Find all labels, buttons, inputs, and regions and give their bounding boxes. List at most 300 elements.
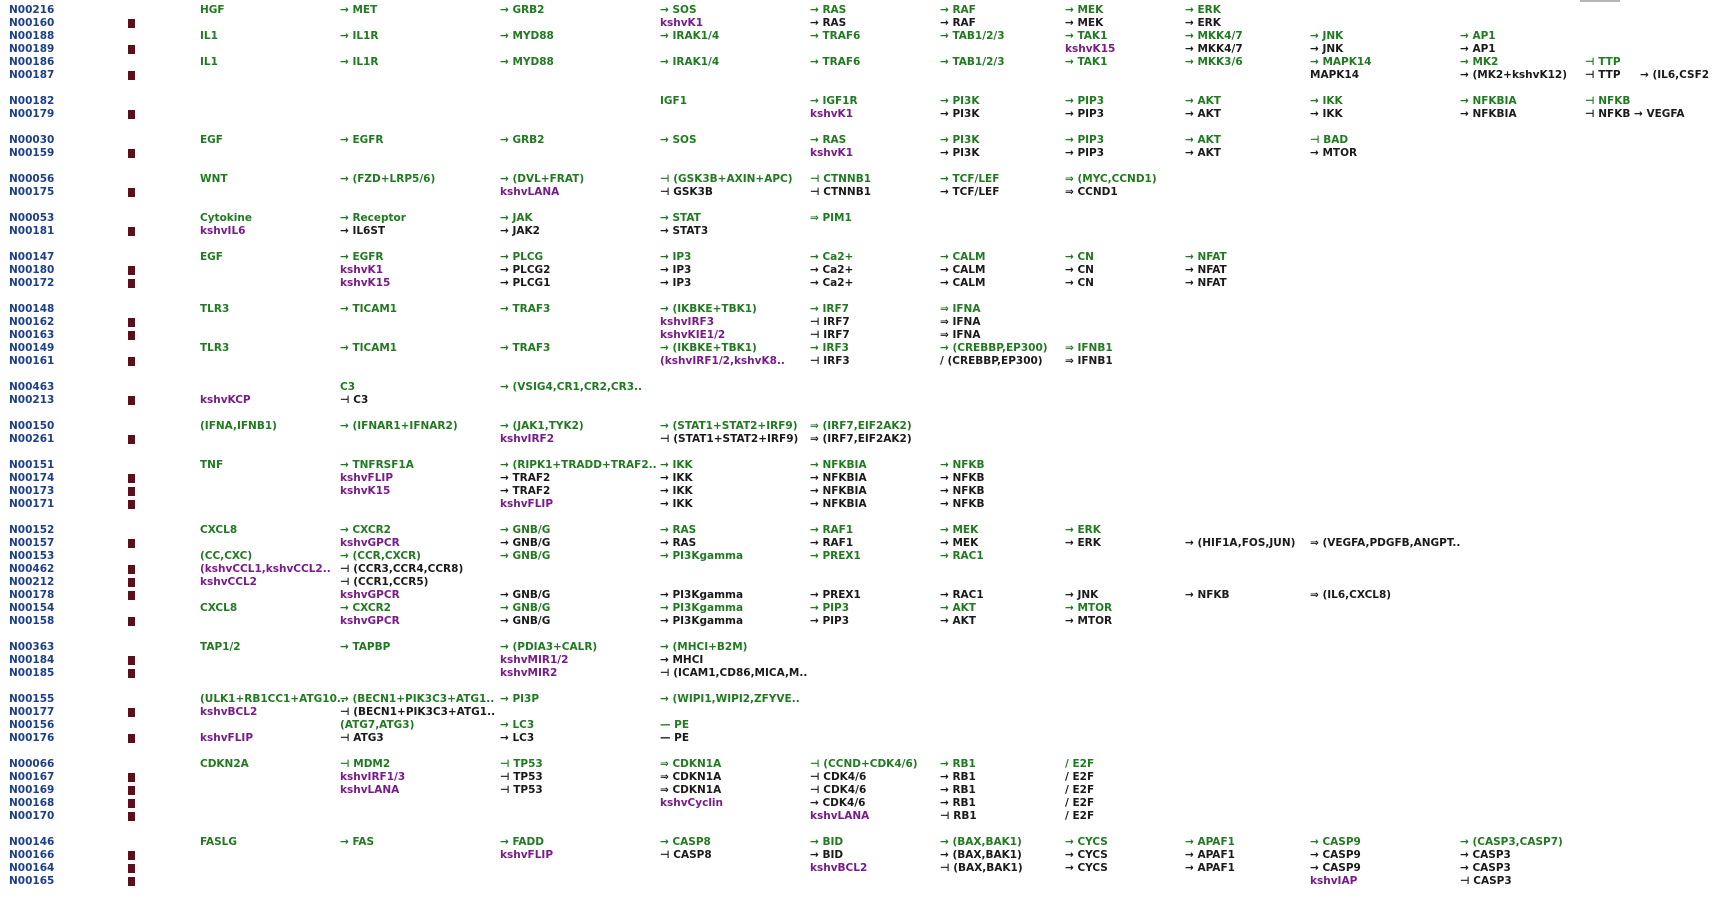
pathway-node: → RAF1 [810, 537, 854, 549]
pathway-node: → PI3K [940, 134, 980, 146]
pathway-node: → IP3 [660, 251, 692, 263]
network-row [0, 797, 1720, 810]
pathway-node: → ERK [1065, 524, 1101, 536]
network-row [0, 862, 1720, 875]
network-id-link[interactable]: N00363 [9, 641, 55, 653]
pathway-node: → (RIPK1+TRADD+TRAF2.. [500, 459, 657, 471]
pathway-node: IL1 [200, 30, 218, 42]
network-id-link[interactable]: N00150 [9, 420, 55, 432]
network-id-link[interactable]: N00181 [9, 225, 55, 237]
network-row [0, 316, 1720, 329]
pathway-node: → MKK4/7 [1185, 30, 1243, 42]
pathway-node: ⊣ CTNNB1 [810, 173, 872, 185]
viral-gene-node: kshvGPCR [340, 589, 400, 601]
pathway-node: → NFKBIA [810, 498, 867, 510]
pathway-node: → (PDIA3+CALR) [500, 641, 598, 653]
pathway-node: → PIP3 [1065, 147, 1105, 159]
network-id-link[interactable]: N00147 [9, 251, 55, 263]
pathway-node: ⇒ (MYC,CCND1) [1065, 173, 1157, 185]
pathway-node: → NFKB [940, 472, 985, 484]
viral-gene-node: kshvK1 [810, 147, 853, 159]
variant-marker [128, 279, 135, 288]
pathway-node: ⊣ IRF3 [810, 355, 850, 367]
variant-marker [128, 539, 135, 548]
pathway-node: → TICAM1 [340, 342, 398, 354]
pathway-node: / E2F [1065, 784, 1095, 796]
network-id-link[interactable]: N00167 [9, 771, 55, 783]
pathway-node: TAP1/2 [200, 641, 241, 653]
pathway-node: → MEK [1065, 4, 1104, 16]
variant-marker [128, 591, 135, 600]
network-id-link[interactable]: N00169 [9, 784, 55, 796]
pathway-node: → CALM [940, 264, 986, 276]
pathway-node: → Receptor [340, 212, 406, 224]
pathway-node: ⊣ (CCR3,CCR4,CCR8) [340, 563, 464, 575]
network-id-link[interactable]: N00182 [9, 95, 55, 107]
pathway-node: → NFKBIA [810, 459, 867, 471]
pathway-node: → PI3K [940, 108, 980, 120]
network-row [0, 563, 1720, 576]
viral-gene-node: kshvIAP [1310, 875, 1358, 887]
viral-gene-node: kshvIRF3 [660, 316, 715, 328]
pathway-node: ⊣ TP53 [500, 771, 543, 783]
pathway-node: → IRAK1/4 [660, 30, 720, 42]
variant-marker [128, 435, 135, 444]
network-id-link[interactable]: N00148 [9, 303, 55, 315]
network-row [0, 95, 1720, 108]
pathway-node: → PI3Kgamma [660, 615, 744, 627]
pathway-node: ⊣ RB1 [940, 810, 977, 822]
network-row [0, 134, 1720, 147]
variant-marker [128, 786, 135, 795]
network-id-link[interactable]: N00212 [9, 576, 55, 588]
network-id-link[interactable]: N00166 [9, 849, 55, 861]
viral-gene-node: kshvMIR1/2 [500, 654, 569, 666]
pathway-node: → (HIF1A,FOS,JUN) [1185, 537, 1296, 549]
pathway-node: → CASP3 [1460, 849, 1511, 861]
network-row [0, 836, 1720, 849]
pathway-node: → Ca2+ [810, 264, 854, 276]
pathway-node: → CXCR2 [340, 524, 391, 536]
network-row [0, 576, 1720, 589]
viral-gene-node: kshvCCL2 [200, 576, 257, 588]
viral-gene-node: kshvFLIP [200, 732, 254, 744]
variant-marker [128, 864, 135, 873]
network-id-link[interactable]: N00178 [9, 589, 55, 601]
pathway-node: → APAF1 [1185, 849, 1235, 861]
network-row [0, 173, 1720, 186]
network-id-link[interactable]: N00463 [9, 381, 55, 393]
viral-gene-node: kshvKCP [200, 394, 251, 406]
network-id-link[interactable]: N00175 [9, 186, 55, 198]
pathway-node: C3 [340, 381, 356, 393]
pathway-node: ⊣ TTP [1585, 69, 1621, 81]
pathway-node: → (STAT1+STAT2+IRF9) [660, 420, 798, 432]
pathway-node: → TAB1/2/3 [940, 30, 1005, 42]
pathway-node: ⊣ BAD [1310, 134, 1349, 146]
pathway-node: ⊣ (ICAM1,CD86,MICA,M.. [660, 667, 808, 679]
variant-marker [128, 331, 135, 340]
pathway-node: → MEK [940, 524, 979, 536]
network-id-link[interactable]: N00053 [9, 212, 55, 224]
pathway-node: → IGF1R [810, 95, 858, 107]
network-id-link[interactable]: N00146 [9, 836, 55, 848]
pathway-node: EGF [200, 134, 223, 146]
pathway-node: → MYD88 [500, 30, 554, 42]
pathway-node: → IKK [1310, 95, 1343, 107]
network-id-link[interactable]: N00180 [9, 264, 55, 276]
pathway-node: → NFAT [1185, 277, 1227, 289]
pathway-node: ⊣ C3 [340, 394, 369, 406]
pathway-node: → MKK3/6 [1185, 56, 1243, 68]
pathway-node: ⊣ CDK4/6 [810, 784, 867, 796]
network-id-link[interactable]: N00157 [9, 537, 55, 549]
network-row [0, 810, 1720, 823]
pathway-node: → AKT [1185, 147, 1221, 159]
network-id-link[interactable]: N00066 [9, 758, 55, 770]
pathway-node: ⊣ TP53 [500, 784, 543, 796]
pathway-node: → PIP3 [1065, 95, 1105, 107]
pathway-node: → ERK [1185, 4, 1221, 16]
pathway-node: → TAPBP [340, 641, 391, 653]
pathway-node: WNT [200, 173, 228, 185]
variant-marker [128, 110, 135, 119]
variant-marker [128, 656, 135, 665]
network-row [0, 17, 1720, 30]
pathway-node: → NFKB [1185, 589, 1230, 601]
pathway-node: HGF [200, 4, 225, 16]
pathway-node: → (IL6,CSF2 [1640, 69, 1710, 81]
pathway-node: / (CREBBP,EP300) [940, 355, 1043, 367]
pathway-node: → (BAX,BAK1) [940, 836, 1022, 848]
variant-marker [128, 617, 135, 626]
pathway-node: MAPK14 [1310, 69, 1360, 81]
variant-marker [128, 734, 135, 743]
pathway-node: → IL1R [340, 56, 379, 68]
pathway-node: → MHCI [660, 654, 704, 666]
pathway-node: → AP1 [1460, 43, 1496, 55]
variant-marker [128, 357, 135, 366]
network-row [0, 108, 1720, 121]
pathway-node: → PIP3 [1065, 134, 1105, 146]
pathway-node: ⊣ MDM2 [340, 758, 391, 770]
pathway-node: → CASP9 [1310, 862, 1361, 874]
network-id-link[interactable]: N00177 [9, 706, 55, 718]
pathway-node: → BID [810, 836, 844, 848]
pathway-node: → CALM [940, 277, 986, 289]
pathway-node: → JNK [1310, 30, 1344, 42]
network-id-link[interactable]: N00189 [9, 43, 55, 55]
pathway-node: → IP3 [660, 264, 692, 276]
pathway-node: → ERK [1065, 537, 1101, 549]
pathway-node: ⊣ (CCR1,CCR5) [340, 576, 429, 588]
pathway-node: ⊣ (BECN1+PIK3C3+ATG1.. [340, 706, 496, 718]
pathway-node: ⊣ CTNNB1 [810, 186, 872, 198]
viral-gene-node: kshvK1 [810, 108, 853, 120]
network-id-link[interactable]: N00164 [9, 862, 55, 874]
pathway-node: ⊣ CASP3 [1460, 875, 1512, 887]
network-id-link[interactable]: N00188 [9, 30, 55, 42]
pathway-node: → GNB/G [500, 524, 551, 536]
pathway-node: → RAS [810, 134, 847, 146]
pathway-node: → AKT [1185, 95, 1221, 107]
network-row [0, 277, 1720, 290]
pathway-node: → RB1 [940, 758, 976, 770]
network-id-link[interactable]: N00154 [9, 602, 55, 614]
viral-gene-node: kshvGPCR [340, 537, 400, 549]
variant-marker [128, 877, 135, 886]
network-id-link[interactable]: N00153 [9, 550, 55, 562]
pathway-node: → CN [1065, 264, 1094, 276]
network-row [0, 394, 1720, 407]
variant-marker [128, 188, 135, 197]
pathway-node: → CASP9 [1310, 836, 1361, 848]
viral-gene-node: (kshvCCL1,kshvCCL2.. [200, 563, 331, 575]
pathway-node: → TRAF3 [500, 342, 551, 354]
pathway-node: TLR3 [200, 342, 230, 354]
network-id-link[interactable]: N00156 [9, 719, 55, 731]
network-row [0, 524, 1720, 537]
network-row [0, 784, 1720, 797]
viral-gene-node: kshvLANA [810, 810, 870, 822]
network-row [0, 641, 1720, 654]
pathway-node: → (MK2+kshvK12) [1460, 69, 1568, 81]
pathway-node: → (FZD+LRP5/6) [340, 173, 436, 185]
pathway-node: → RB1 [940, 784, 976, 796]
viral-gene-node: kshvLANA [340, 784, 400, 796]
network-id-link[interactable]: N00162 [9, 316, 55, 328]
pathway-node: → (DVL+FRAT) [500, 173, 585, 185]
pathway-node: ⇒ CDKN1A [660, 784, 722, 796]
pathway-node: → MKK4/7 [1185, 43, 1243, 55]
pathway-node: / E2F [1065, 797, 1095, 809]
pathway-node: → RB1 [940, 797, 976, 809]
pathway-node: → JAK [500, 212, 533, 224]
pathway-node: → IKK [660, 472, 693, 484]
pathway-node: → (CREBBP,EP300) [940, 342, 1048, 354]
pathway-node: → CYCS [1065, 862, 1108, 874]
network-row [0, 771, 1720, 784]
pathway-node: → IRF7 [810, 303, 849, 315]
pathway-node: CDKN2A [200, 758, 249, 770]
pathway-node: → SOS [660, 4, 697, 16]
pathway-node: → GNB/G [500, 615, 551, 627]
network-id-link[interactable]: N00163 [9, 329, 55, 341]
pathway-node: → AP1 [1460, 30, 1496, 42]
network-id-link[interactable]: N00216 [9, 4, 55, 16]
network-row [0, 485, 1720, 498]
pathway-node: → IRF3 [810, 342, 849, 354]
pathway-node: → (CCR,CXCR) [340, 550, 421, 562]
pathway-node: ⇒ (IRF7,EIF2AK2) [810, 433, 912, 445]
viral-gene-node: kshvIRF1/3 [340, 771, 406, 783]
pathway-node: → MTOR [1310, 147, 1358, 159]
viral-gene-node: kshvK15 [340, 485, 391, 497]
network-row [0, 4, 1720, 17]
pathway-node: → GNB/G [500, 602, 551, 614]
pathway-node: → CN [1065, 251, 1094, 263]
network-id-link[interactable]: N00261 [9, 433, 55, 445]
network-id-link[interactable]: N00151 [9, 459, 55, 471]
network-id-link[interactable]: N00165 [9, 875, 55, 887]
pathway-node: → RAC1 [940, 550, 984, 562]
network-row [0, 186, 1720, 199]
pathway-node: → TICAM1 [340, 303, 398, 315]
pathway-node: → PREX1 [810, 589, 861, 601]
network-id-link[interactable]: N00186 [9, 56, 55, 68]
pathway-node: → CDK4/6 [810, 797, 866, 809]
network-row [0, 303, 1720, 316]
pathway-node: → PI3K [940, 95, 980, 107]
pathway-node: → IRAK1/4 [660, 56, 720, 68]
viral-gene-node: kshvKIE1/2 [660, 329, 726, 341]
pathway-node: → AKT [940, 602, 976, 614]
network-id-link[interactable]: N00158 [9, 615, 55, 627]
pathway-node: → GRB2 [500, 134, 545, 146]
network-id-link[interactable]: N00187 [9, 69, 55, 81]
pathway-node: → PLCG [500, 251, 544, 263]
pathway-node: → AKT [940, 615, 976, 627]
viral-gene-node: kshvK1 [660, 17, 703, 29]
pathway-node: ⊣ TTP [1585, 56, 1621, 68]
viral-gene-node: kshvIL6 [200, 225, 246, 237]
network-row [0, 56, 1720, 69]
pathway-node: → CALM [940, 251, 986, 263]
network-id-link[interactable]: N00174 [9, 472, 55, 484]
pathway-node: → (IFNAR1+IFNAR2) [340, 420, 458, 432]
network-id-link[interactable]: N00149 [9, 342, 55, 354]
pathway-node: — PE [660, 719, 690, 731]
variant-marker [128, 799, 135, 808]
pathway-node: (IFNA,IFNB1) [200, 420, 277, 432]
pathway-node: → NFKBIA [1460, 108, 1517, 120]
pathway-node: → MK2 [1460, 56, 1499, 68]
pathway-node: / E2F [1065, 771, 1095, 783]
pathway-node: ⊣ TP53 [500, 758, 543, 770]
network-row [0, 706, 1720, 719]
pathway-node: → NFKB [940, 459, 985, 471]
pathway-node: → PI3K [940, 147, 980, 159]
viral-gene-node: kshvK1 [340, 264, 383, 276]
pathway-node: ⊣ (CCND+CDK4/6) [810, 758, 918, 770]
pathway-node: ⇒ CDKN1A [660, 758, 722, 770]
pathway-node: ⊣ NFKB → VEGFA [1585, 108, 1685, 120]
pathway-node: → (MHCI+B2M) [660, 641, 748, 653]
network-id-link[interactable]: N00179 [9, 108, 55, 120]
pathway-node: ⇒ IFNA [940, 303, 981, 315]
network-id-link[interactable]: N00173 [9, 485, 55, 497]
pathway-node: → EGFR [340, 251, 384, 263]
pathway-node: → PIP3 [810, 602, 850, 614]
variant-marker [128, 45, 135, 54]
network-id-link[interactable]: N00030 [9, 134, 55, 146]
network-row [0, 355, 1720, 368]
network-id-link[interactable]: N00213 [9, 394, 55, 406]
network-row [0, 433, 1720, 446]
pathway-node: → IKK [660, 459, 693, 471]
pathway-node: → MAPK14 [1310, 56, 1372, 68]
pathway-node: ⇒ IFNB1 [1065, 342, 1113, 354]
pathway-node: → (VSIG4,CR1,CR2,CR3.. [500, 381, 643, 393]
network-row [0, 420, 1720, 433]
horizontal-scrollbar[interactable] [1580, 0, 1620, 2]
network-id-link[interactable]: N00160 [9, 17, 55, 29]
network-id-link[interactable]: N00168 [9, 797, 55, 809]
network-id-link[interactable]: N00462 [9, 563, 55, 575]
network-id-link[interactable]: N00176 [9, 732, 55, 744]
pathway-node: ⊣ (STAT1+STAT2+IRF9) [660, 433, 799, 445]
network-id-link[interactable]: N00152 [9, 524, 55, 536]
pathway-node: → CYCS [1065, 849, 1108, 861]
variant-marker [128, 669, 135, 678]
pathway-node: → TAK1 [1065, 56, 1108, 68]
network-id-link[interactable]: N00172 [9, 277, 55, 289]
network-row [0, 459, 1720, 472]
network-id-link[interactable]: N00185 [9, 667, 55, 679]
pathway-node: ⊣ GSK3B [660, 186, 713, 198]
pathway-node: ⊣ NFKB [1585, 95, 1631, 107]
variant-marker [128, 565, 135, 574]
network-row [0, 732, 1720, 745]
network-row [0, 251, 1720, 264]
variant-marker [128, 318, 135, 327]
pathway-node: EGF [200, 251, 223, 263]
viral-gene-node: kshvBCL2 [810, 862, 868, 874]
network-id-link[interactable]: N00056 [9, 173, 55, 185]
network-id-link[interactable]: N00161 [9, 355, 55, 367]
pathway-node: → RAC1 [940, 589, 984, 601]
pathway-node: → TRAF3 [500, 303, 551, 315]
network-id-link[interactable]: N00184 [9, 654, 55, 666]
pathway-node: → PI3Kgamma [660, 550, 744, 562]
pathway-node: → ERK [1185, 17, 1221, 29]
pathway-node: ⊣ CASP8 [660, 849, 712, 861]
variant-marker [128, 149, 135, 158]
pathway-node: → TCF/LEF [940, 186, 1000, 198]
pathway-node: → APAF1 [1185, 836, 1235, 848]
pathway-node: IL1 [200, 56, 218, 68]
pathway-node: → STAT3 [660, 225, 709, 237]
variant-marker [128, 812, 135, 821]
network-row [0, 472, 1720, 485]
variant-marker [128, 474, 135, 483]
network-id-link[interactable]: N00159 [9, 147, 55, 159]
pathway-node: → CASP9 [1310, 849, 1361, 861]
pathway-node: ⇒ IFNA [940, 329, 981, 341]
pathway-node: → IKK [1310, 108, 1343, 120]
viral-gene-node: kshvK15 [1065, 43, 1116, 55]
network-id-link[interactable]: N00155 [9, 693, 55, 705]
pathway-node: → PLCG1 [500, 277, 551, 289]
network-id-link[interactable]: N00170 [9, 810, 55, 822]
pathway-node: → SOS [660, 134, 697, 146]
pathway-node: → GNB/G [500, 589, 551, 601]
pathway-node: TLR3 [200, 303, 230, 315]
pathway-node: → IL6ST [340, 225, 386, 237]
viral-gene-node: kshvFLIP [500, 849, 554, 861]
pathway-node: → Ca2+ [810, 277, 854, 289]
pathway-node: → JAK2 [500, 225, 540, 237]
network-id-link[interactable]: N00171 [9, 498, 55, 510]
pathway-node: → TRAF2 [500, 472, 551, 484]
pathway-node: — PE [660, 732, 690, 744]
variant-marker [128, 227, 135, 236]
network-row [0, 43, 1720, 56]
network-row [0, 550, 1720, 563]
variant-marker [128, 71, 135, 80]
pathway-node: → (BAX,BAK1) [940, 849, 1022, 861]
pathway-node: → NFAT [1185, 251, 1227, 263]
